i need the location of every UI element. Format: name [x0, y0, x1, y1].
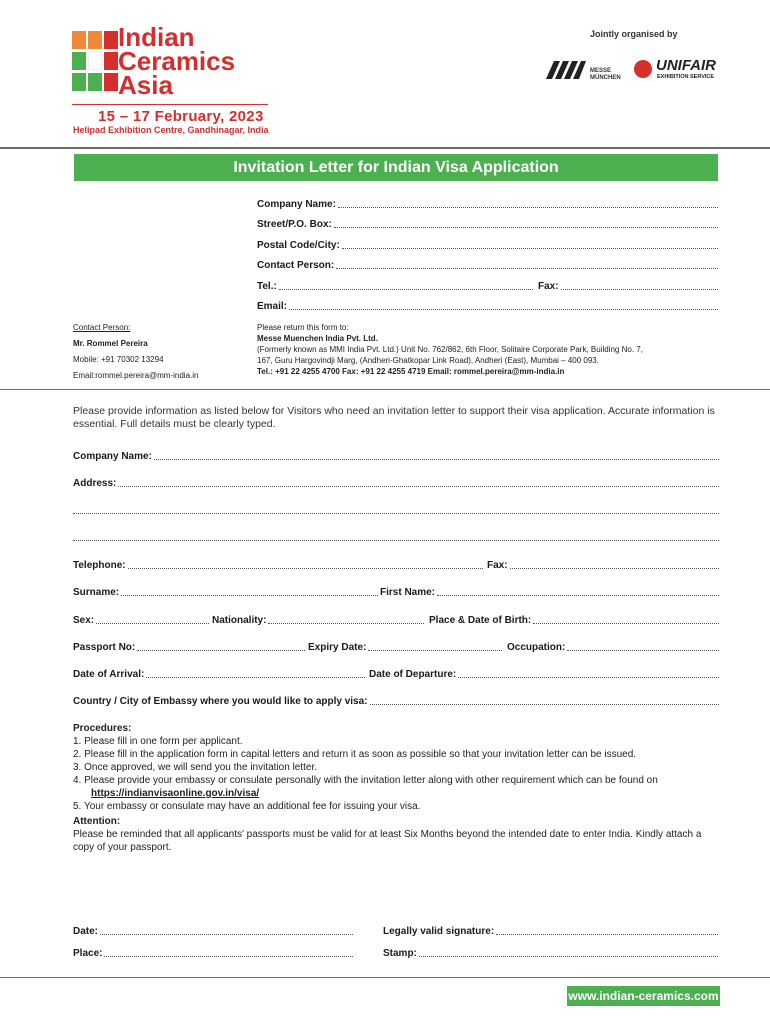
- embassy-label: Country / City of Embassy where you would like to apply visa:: [73, 696, 368, 707]
- nationality-label: Nationality:: [212, 615, 267, 626]
- sex-field[interactable]: [73, 615, 209, 626]
- nationality-line[interactable]: [268, 615, 424, 624]
- expiry-field[interactable]: [308, 642, 502, 653]
- logo-wordmark: [118, 22, 236, 100]
- company-name-line[interactable]: [338, 199, 718, 208]
- place-dob-field[interactable]: [429, 615, 719, 626]
- contact-heading: Contact Person:: [73, 323, 131, 332]
- sex-line[interactable]: [96, 615, 209, 624]
- tel-field[interactable]: [257, 281, 533, 292]
- procedure-item-3: 3. Once approved, we will send you the invitation letter.: [73, 762, 318, 773]
- sign-date-label: Date:: [73, 926, 99, 937]
- fax-label: Fax:: [538, 281, 559, 292]
- first-name-field[interactable]: [380, 587, 719, 598]
- sign-place-line[interactable]: [104, 948, 353, 957]
- sign-place-label: Place:: [73, 948, 103, 959]
- surname-line[interactable]: [121, 587, 378, 596]
- return-address-block: [257, 322, 719, 377]
- logo-word-3: Asia: [118, 70, 173, 100]
- event-dates: 15 – 17 February, 2023: [98, 108, 264, 125]
- expiry-line[interactable]: [368, 642, 502, 651]
- occupation-field[interactable]: [507, 642, 719, 653]
- sex-label: Sex:: [73, 615, 95, 626]
- visitor-company-field[interactable]: [73, 451, 719, 462]
- occupation-line[interactable]: [567, 642, 719, 651]
- visitor-company-line[interactable]: [154, 451, 719, 460]
- return-address-2: 167, Guru Hargovindji Marg, (Andheri-Ghatkopar Link Road), Andheri (East), Mumbai – 400 093.: [257, 356, 599, 365]
- address-line-2-dots[interactable]: [73, 505, 719, 514]
- visa-website-link[interactable]: https://indianvisaonline.gov.in/visa/: [91, 788, 260, 799]
- arrival-line[interactable]: [146, 669, 365, 678]
- departure-label: Date of Departure:: [369, 669, 457, 680]
- fax-line[interactable]: [561, 281, 718, 290]
- logo-word-2: Ceramics: [118, 46, 236, 76]
- messe-label: MESSE: [590, 68, 612, 74]
- occupation-label: Occupation:: [507, 642, 566, 653]
- unifair-logo-icon: [634, 60, 652, 78]
- postal-field[interactable]: [257, 240, 718, 251]
- logo-mark: [72, 31, 118, 93]
- address-line-3[interactable]: [73, 532, 719, 543]
- first-name-label: First Name:: [380, 587, 436, 598]
- signature-field[interactable]: [383, 926, 718, 937]
- passport-field[interactable]: [73, 642, 305, 653]
- arrival-field[interactable]: [73, 669, 365, 680]
- arrival-label: Date of Arrival:: [73, 669, 145, 680]
- footer-divider: [0, 977, 770, 978]
- email-field[interactable]: [257, 301, 718, 312]
- contact-person-block: [73, 322, 243, 381]
- form-title: Invitation Letter for Indian Visa Application: [74, 154, 718, 181]
- surname-field[interactable]: [73, 587, 378, 598]
- signature-label: Legally valid signature:: [383, 926, 495, 937]
- visitor-fax-label: Fax:: [487, 560, 508, 571]
- departure-line[interactable]: [458, 669, 719, 678]
- procedure-item-1: 1. Please fill in one form per applicant.: [73, 736, 243, 747]
- messe-muenchen-logo-icon: [546, 57, 586, 81]
- contact-email: Email:rommel.pereira@mm-india.in: [73, 371, 199, 380]
- address-line-3-dots[interactable]: [73, 532, 719, 541]
- procedure-item-5: 5. Your embassy or consulate may have an additional fee for issuing your visa.: [73, 801, 421, 812]
- header-divider: [0, 147, 770, 149]
- telephone-line[interactable]: [128, 560, 483, 569]
- logo-divider: [72, 104, 268, 105]
- address-line-2[interactable]: [73, 505, 719, 516]
- visitor-company-label: Company Name:: [73, 451, 152, 462]
- company-name-field[interactable]: [257, 199, 718, 210]
- fax-field[interactable]: [538, 281, 718, 292]
- stamp-label: Stamp:: [383, 948, 417, 959]
- street-line[interactable]: [334, 219, 718, 228]
- sign-place-field[interactable]: [73, 948, 353, 959]
- stamp-line[interactable]: [419, 948, 718, 957]
- return-contact: Tel.: +91 22 4255 4700 Fax: +91 22 4255 4719 Email: rommel.pereira@mm-india.in: [257, 367, 565, 376]
- jointly-organised-label: Jointly organised by: [590, 29, 678, 39]
- postal-label: Postal Code/City:: [257, 240, 340, 251]
- procedures-title: Procedures:: [73, 723, 132, 734]
- section-divider: [0, 389, 770, 390]
- return-company: Messe Muenchen India Pvt. Ltd.: [257, 334, 378, 343]
- sign-date-line[interactable]: [100, 926, 353, 935]
- attention-title: Attention:: [73, 816, 121, 827]
- attention-text: Please be reminded that all applicants' passports must be valid for at least Six Months beyond the intended date to enter India. Kindly attach a copy of your passport.: [73, 829, 702, 853]
- surname-label: Surname:: [73, 587, 120, 598]
- tel-label: Tel.:: [257, 281, 277, 292]
- address-line-1[interactable]: [118, 478, 719, 487]
- muenchen-label: MÜNCHEN: [590, 75, 621, 81]
- unifair-sub-label: EXHIBITION SERVICE: [657, 74, 715, 80]
- address-field[interactable]: [73, 478, 719, 489]
- procedure-item-2: 2. Please fill in the application form in capital letters and return it as soon as possible so that your invitation letter can be issued.: [73, 749, 637, 760]
- event-venue: Helipad Exhibition Centre, Gandhinagar, India: [73, 125, 269, 135]
- logo-word-1: Indian: [118, 22, 195, 52]
- contact-name: Mr. Rommel Pereira: [73, 339, 148, 348]
- email-label: Email:: [257, 301, 288, 312]
- passport-line[interactable]: [137, 642, 305, 651]
- passport-label: Passport No:: [73, 642, 136, 653]
- procedures-section: [73, 722, 719, 854]
- stamp-field[interactable]: [383, 948, 718, 959]
- return-address-1: (Formerly known as MMI India Pvt. Ltd.) Unit No. 762/862, 6th Floor, Solitaire Corporate Park, Building No. 7,: [257, 345, 643, 354]
- contact-mobile: Mobile: +91 70302 13294: [73, 355, 164, 364]
- nationality-field[interactable]: [212, 615, 424, 626]
- postal-line[interactable]: [342, 240, 718, 249]
- tel-line[interactable]: [279, 281, 533, 290]
- signature-line[interactable]: [496, 926, 718, 935]
- sign-date-field[interactable]: [73, 926, 353, 937]
- contact-label: Contact Person:: [257, 260, 335, 271]
- first-name-line[interactable]: [437, 587, 719, 596]
- return-intro: Please return this form to:: [257, 323, 349, 332]
- address-label: Address:: [73, 478, 117, 489]
- contact-line[interactable]: [336, 260, 718, 269]
- contact-person-field[interactable]: [257, 260, 718, 271]
- procedure-item-4: 4. Please provide your embassy or consulate personally with the invitation letter along with other requirement which can be found on: [73, 775, 658, 786]
- street-label: Street/P.O. Box:: [257, 219, 332, 230]
- visitor-fax-line[interactable]: [510, 560, 719, 569]
- messe-muenchen-label: [590, 68, 621, 82]
- street-field[interactable]: [257, 219, 718, 230]
- telephone-field[interactable]: [73, 560, 483, 571]
- place-dob-label: Place & Date of Birth:: [429, 615, 532, 626]
- website-link[interactable]: www.indian-ceramics.com: [567, 986, 720, 1006]
- company-name-label: Company Name:: [257, 199, 336, 210]
- place-dob-line[interactable]: [533, 615, 719, 624]
- unifair-label: UNIFAIR: [656, 57, 716, 74]
- embassy-field[interactable]: [73, 696, 719, 707]
- telephone-label: Telephone:: [73, 560, 126, 571]
- email-line[interactable]: [289, 301, 718, 310]
- departure-field[interactable]: [369, 669, 719, 680]
- embassy-line[interactable]: [370, 696, 719, 705]
- visitor-fax-field[interactable]: [487, 560, 719, 571]
- expiry-label: Expiry Date:: [308, 642, 367, 653]
- intro-text: Please provide information as listed below for Visitors who need an invitation letter to support their visa application. Accurate information is essential. Full details must be clearly typed.: [73, 405, 715, 430]
